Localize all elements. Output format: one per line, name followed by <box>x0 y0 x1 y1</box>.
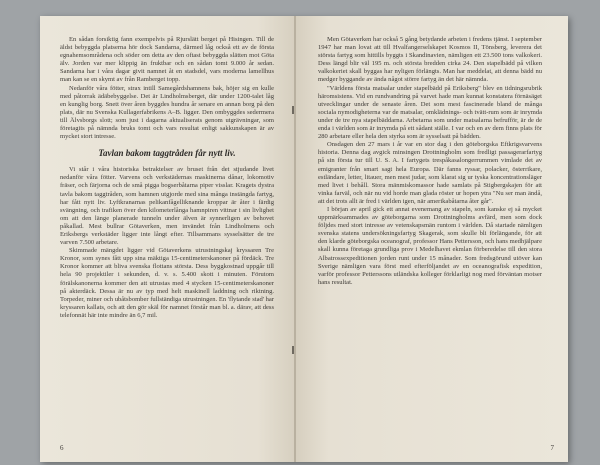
staple-bottom <box>292 346 294 354</box>
right-page <box>296 16 568 462</box>
left-paragraph-1: En sådan forsiktig fann exempelvis på Rjurslätt berget på Hisingen. Till de äldst bebyggda platserna hör dock Sandarna, därmed låg också ett av de första egnahemsområdena och söder om detta av den oftast bebyggda slätten mot Göta älv. Jorden var mer klippig än fruktbar och en sådan tomt 9.000 år sedan. Sandarna har i våra dagar givit namnet åt en stadsdel, vars moderna lamellhus man kan se en skymt av från Ramberget topp. <box>60 36 274 84</box>
right-paragraph-2: "Världens första matsalar under stapelbädd på Eriksberg" blev en tidningsrubrik häromsistens. Vid en rundvandring på varvet hade man kunnat konstatera förnäsäget utvecklingar under de senaste åren. Det som mest fascinerade bland de många sociala nymodigheterna var de matsalar, omklädnings- och tvätt-rum som är inrymda under de tre nya stapelbäddarna. Arbetarna som under matsalarna befrufför, är de de enda i världen som är inrymda på ett sådant ställe. I var och en av dem finns plats för 280 arbetare eller hela den styrka som är sysselsatt på bädden. <box>318 84 542 141</box>
right-paragraph-1: Men Götaverken har också 5 gång betydande arbeten i fredens tjänst. I september 1947 har man lovat att till Hvalfangerselskapet Kosmos II, Tönsberg, leverera det största fartyg som hittills byggts i Skandinavien, nämligen ett 23.500 tons valkokeri. Dess längd blir väl 195 m. och största bredden cirka 24. Den stapelbädd på vilken valkokeriet skall byggas har nyligen förlängts. Man har meddelat, att denna bädd nu medger byggande av ända något större fartyg än det här nämnda. <box>318 36 542 84</box>
page-number-right: 7 <box>550 444 554 452</box>
left-paragraph-3: Vi står i våra historiska betraktelser av bruset från det stjudande livet nedanför våra fötter. Varvens och verkstädernas maskinerna dånar, lokomotiv fräser, och färjorna och de små pigga bogserbåtarna piper visslar. Kragets dystra tavla bakom taggtråden, som hamnen utgjorde med sina många instängda fartyg, har fått nytt liv. Lyftkranarnas pelikanfågelliknande kroppar är åter i färdig svängning, och trafiken över den kilometerlånga hamnpiren vittnar i sin livlighet om att den länge planerade tunneln under älven är synnerligen av behovet påkallad. Mest bullrar Götaverken, men invändet från Lindholmens och Eriksbergs verkstäder ligger inte långt efter. Tillsammans sysselsätter de tre varven 7.500 arbetare. <box>60 166 274 247</box>
right-page-text <box>318 36 542 287</box>
page-number-left: 6 <box>60 444 64 452</box>
left-page-text <box>60 36 274 320</box>
right-paragraph-3: Onsdagen den 27 mars i år var en stor dag i den göteborgska Eftkrigsvarvens historia. Denna dag avgick minsingen Drottningholm som fredligt passagerarfartyg på sin första tur till U. S. A. I fartygets trespåkasalongerrummen vimlade det av emigranter från smart sagt hela Europa. Där fanns ryssar, polacker, österrikare, estländare, letter, litauer, men mest judar, som klarat sig ur tyska koncentrationsläger med livet i behåll. Stora mänmiskomassor hade samlats på Stigbergskajen för att vinka farväl, och när nu vid horde man glada röster ur hopen ytra "Nu ser man ändå, att det trots allt är fred i världen igen, när amerikabåtarna åter går". <box>318 141 542 205</box>
staple-top <box>292 106 294 114</box>
left-paragraph-2: Nedanför våra fötter, strax intill Samegårdshamnens bak, höjer sig en kulle med påtorrak ädäbebyggelse. Det är Lindholmsberget, där under 1200-talet låg en kunglig borg. Snett över åren byggdes hundra år senare en annan borg på den plats, där nu Svenska Kullagerfabrikens A–B. ligger. Den ombyggdes sedermera till Älvsborgs slott; som just i dagarna aktualiserats genom utgrävningar, som företagits på nämnda bruks tomt och vars resultat enligt sakkunskapen är av mycket stort intresse. <box>60 84 274 141</box>
open-booklet <box>40 16 568 462</box>
left-paragraph-4: Skimmade mängdet ligger vid Götaverkens utrustningskaj kryssaren Tre Kronor, som synes fått upp sina mäktiga 15-centimeterskanoner på fördäck. Tre Kronor kommer att bliva svenska flottans största. Dess byggkostnad uppgår till hela 90 projektiler i sekunden, d. v. s. 5.400 skott i minuten. Förutom förälskanonerna kommer den att utrustas med 4 stycken 15-centimeterskanoner på akterdäck. Dessa är nu av typ med helt maskinell laddning och riktning. Torpeder, miner och ubåtsbomber fullständiga utrustningen. En 'flytande stad' har kryssaren kallats, och att den gör skäl för namnet förstår man bl. a. därav, att dess telefonnät här inte mindre än 6,7 mil. <box>60 247 274 319</box>
right-paragraph-4: I början av april gick ett annat evenemang av stapeln, som kanske ej så mycket uppmärksammades av göteborgarna som Drottningholms avfärd, men som dock följdes med stort intresse av vetenskapsmän runtom i världen. Då startade nämligen svenska statens undersökningsfartyg Skagerak, som skulle bli förlängande, för att den klarde göteborgska oceanograf, professor Hans Pettersson, och hans medhjälpare skall kunna företaga grundliga prov i Medelhavet ekmlan förberedelse till den stora Albatrossexpeditionen jorden runt under 15 månader. Som fredsgörund utöver kan Sverige nämligen vara först med efterföljandet av en oceanografisk expedition, varför professor Petterssons utländska kolleger förklarligt nog med förväntan motser hans resultat. <box>318 205 542 286</box>
left-page <box>40 16 296 462</box>
section-heading: Tavlan bakom taggtråden får nytt liv. <box>98 148 236 159</box>
